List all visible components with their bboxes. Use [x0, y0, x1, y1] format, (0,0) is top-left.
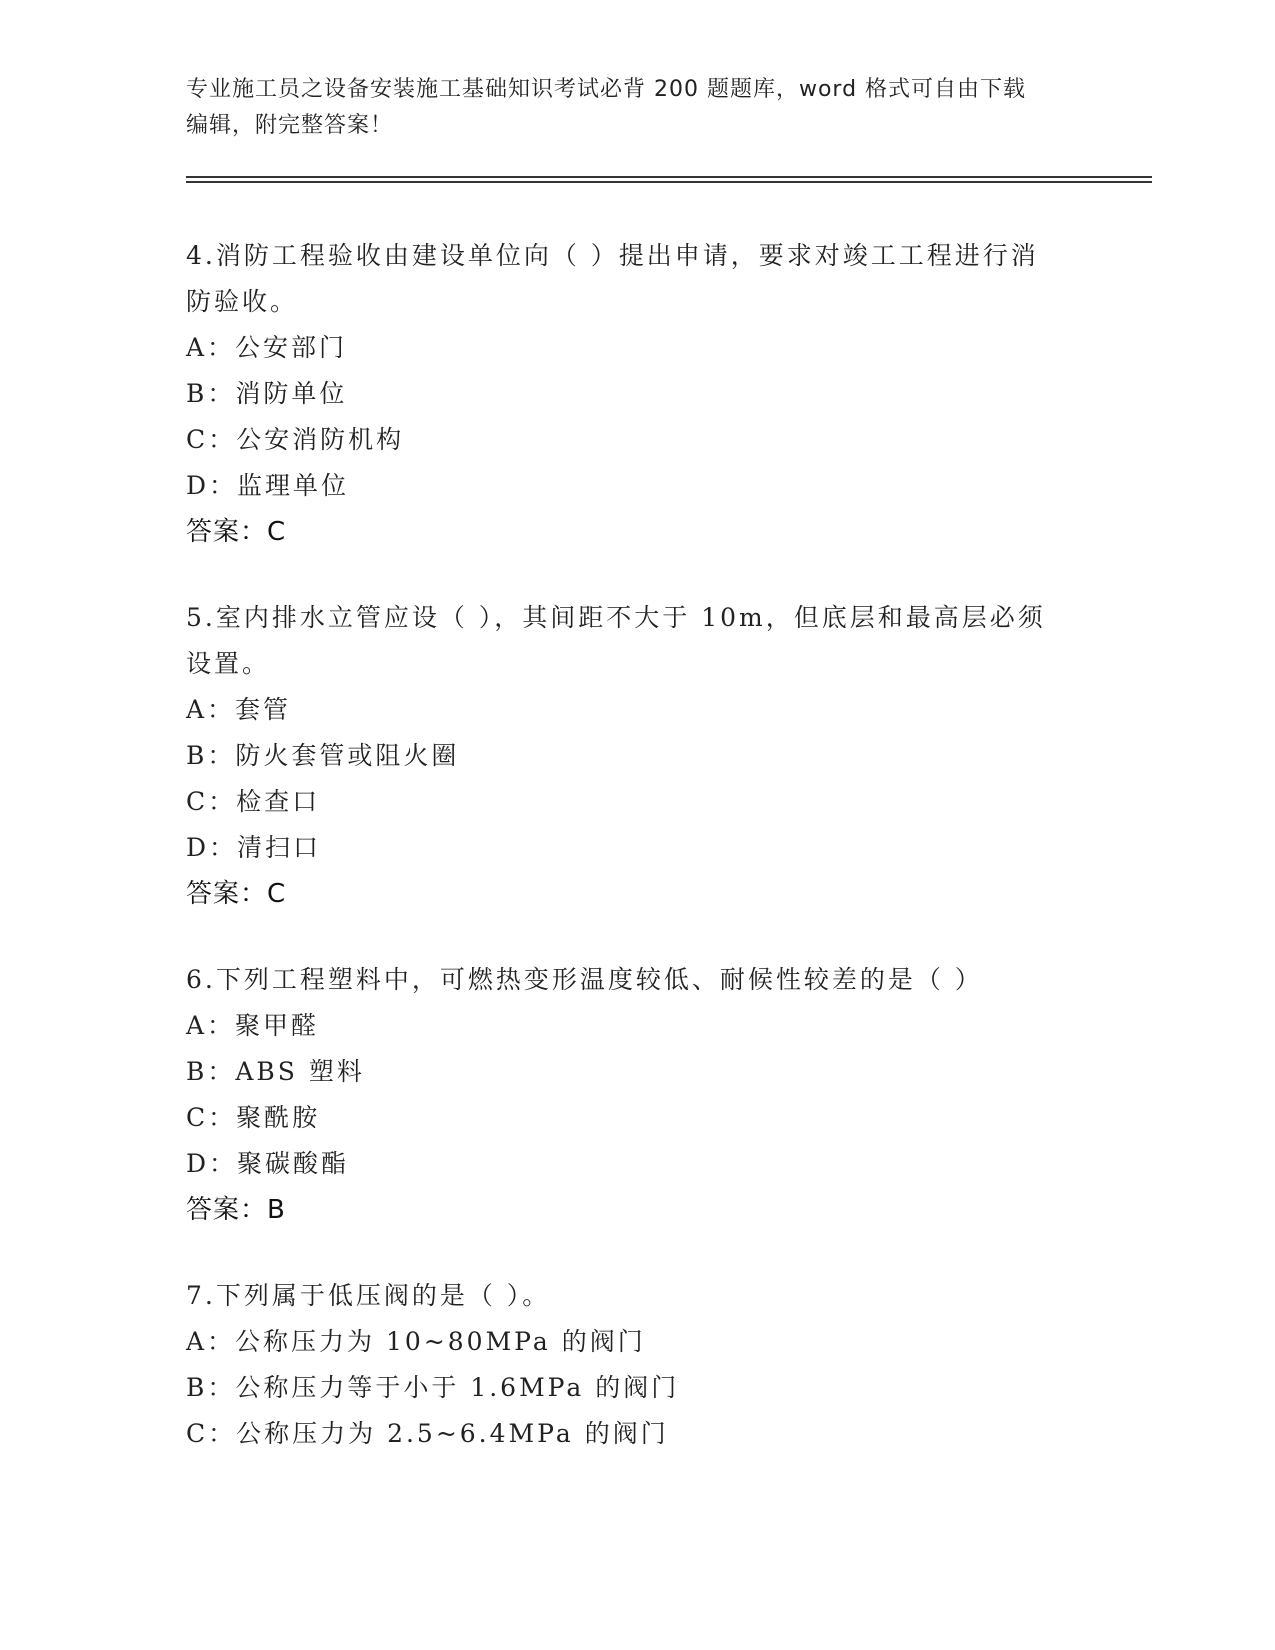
answer: 答案：B	[186, 1195, 286, 1225]
option-d: D：聚碳酸酯	[186, 1149, 350, 1178]
header-line-1: 专业施工员之设备安装施工基础知识考试必背 200 题题库，word 格式可自由下载	[186, 77, 1027, 102]
option-b: B：公称压力等于小于 1.6MPa 的阀门	[186, 1373, 680, 1402]
answer: 答案：C	[186, 879, 287, 909]
question-stem: 4.消防工程验收由建设单位向（ ）提出申请，要求对竣工工程进行消	[186, 241, 1039, 270]
question-stem-continued: 设置。	[186, 649, 271, 678]
option-c: C：聚酰胺	[186, 1103, 321, 1132]
question-stem: 5.室内排水立管应设（ ），其间距不大于 10m，但底层和最高层必须	[186, 603, 1046, 632]
header-divider-top	[186, 176, 1152, 178]
header-divider-bottom	[186, 181, 1152, 183]
option-d: D：监理单位	[186, 471, 350, 500]
option-a: A：公安部门	[186, 333, 348, 362]
option-a: A：套管	[186, 695, 292, 724]
option-c: C：公称压力为 2.5~6.4MPa 的阀门	[186, 1419, 669, 1448]
question-5	[186, 595, 1086, 917]
question-4	[186, 233, 1086, 555]
option-b: B：消防单位	[186, 379, 348, 408]
question-stem: 7.下列属于低压阀的是（ ）。	[186, 1281, 551, 1310]
question-stem-continued: 防验收。	[186, 287, 299, 316]
question-stem: 6.下列工程塑料中，可燃热变形温度较低、耐候性较差的是（ ）	[186, 965, 983, 994]
option-a: A：聚甲醛	[186, 1011, 320, 1040]
answer: 答案：C	[186, 517, 287, 547]
option-b: B：防火套管或阻火圈	[186, 741, 460, 770]
question-list	[186, 233, 1086, 1497]
question-7	[186, 1273, 1086, 1457]
option-a: A：公称压力为 10~80MPa 的阀门	[186, 1327, 646, 1356]
option-d: D：清扫口	[186, 833, 322, 862]
question-6	[186, 957, 1086, 1233]
header-line-2: 编辑，附完整答案！	[186, 113, 394, 138]
option-c: C：公安消防机构	[186, 425, 405, 454]
document-header	[186, 72, 1066, 144]
option-c: C：检查口	[186, 787, 321, 816]
option-b: B：ABS 塑料	[186, 1057, 365, 1086]
